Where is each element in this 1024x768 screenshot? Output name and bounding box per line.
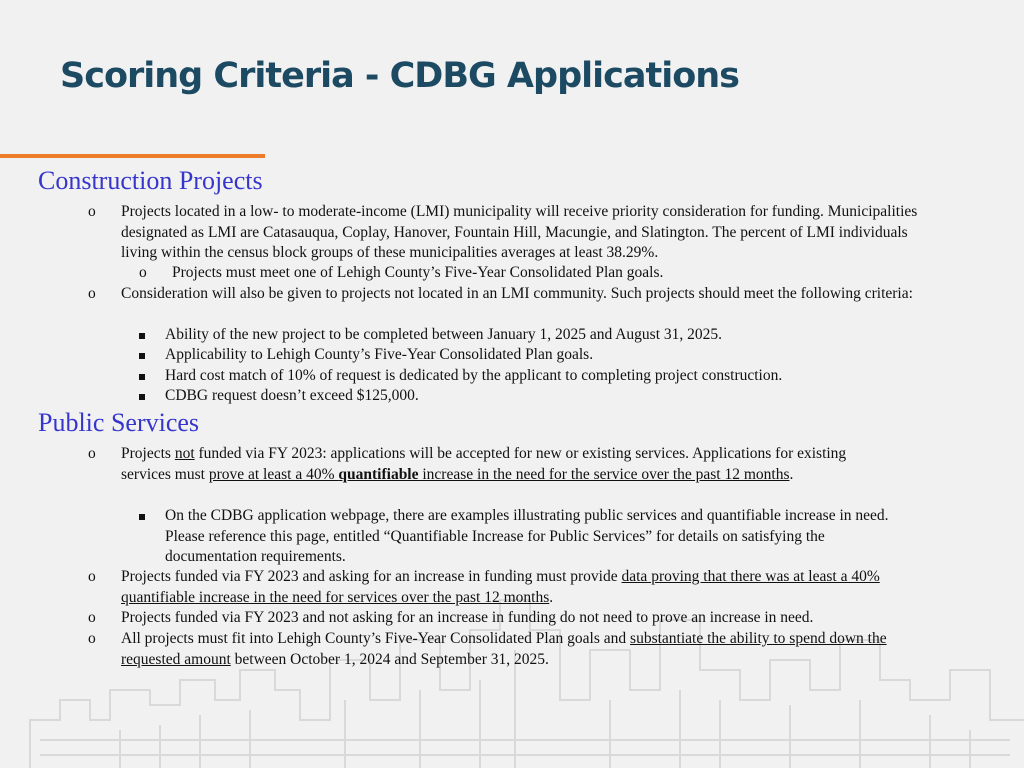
slide-title: Scoring Criteria - CDBG Applications	[60, 56, 740, 96]
square-bullet	[139, 325, 145, 346]
square-bullet	[139, 386, 145, 407]
criteria-item: Ability of the new project to be completed between January 1, 2025 and August 31, 2025.	[165, 326, 723, 343]
circle-bullet: o	[88, 285, 96, 302]
square-bullet	[139, 506, 145, 527]
circle-bullet: o	[139, 264, 147, 281]
circle-bullet: o	[88, 203, 96, 220]
square-bullet	[139, 366, 145, 387]
criteria-item: Hard cost match of 10% of request is dedicated by the applicant to completing project construction.	[165, 367, 783, 384]
circle-bullet: o	[88, 609, 96, 626]
public-services-item-no-increase: Projects funded via FY 2023 and not asking for an increase in funding do not need to prove an increase in need.	[121, 609, 814, 626]
construction-item-non-lmi: Consideration will also be given to projects not located in an LMI community. Such projects should meet the following criteria:	[121, 285, 913, 302]
circle-bullet: o	[88, 445, 96, 462]
circle-bullet: o	[88, 630, 96, 647]
public-services-item-not-funded: Projects not funded via FY 2023: applications will be accepted for new or existing services. Applications for existing services must prove at least a 40% quantifiable increase in the need for the service over the past 12 months.	[121, 445, 847, 483]
criteria-item: Applicability to Lehigh County’s Five-Year Consolidated Plan goals.	[165, 346, 594, 363]
public-services-heading: Public Services	[38, 408, 200, 437]
circle-bullet: o	[88, 568, 96, 585]
public-services-item-increase: Projects funded via FY 2023 and asking for an increase in funding must provide data proving that there was at least a 40% quantifiable increase in the need for services over the past 12 months.	[121, 568, 880, 606]
square-bullet	[139, 345, 145, 366]
construction-subitem-plan-goals: Projects must meet one of Lehigh County’s Five-Year Consolidated Plan goals.	[172, 264, 664, 281]
public-services-item-all-projects: All projects must fit into Lehigh County’s Five-Year Consolidated Plan goals and substantiate the ability to spend down the requested amount between October 1, 2024 and September 31, 2025.	[121, 630, 887, 668]
public-services-subitem-webpage: On the CDBG application webpage, there are examples illustrating public services and quantifiable increase in need. Please reference this page, entitled “Quantifiable Increase for Public Services” for details on satisfying the documentation requirements.	[165, 507, 889, 565]
criteria-item: CDBG request doesn’t exceed $125,000.	[165, 387, 419, 404]
construction-projects-heading: Construction Projects	[38, 166, 263, 195]
construction-item-lmi: Projects located in a low- to moderate-income (LMI) municipality will receive priority consideration for funding. Municipalities designated as LMI are Catasauqua, Coplay, Hanover, Fountain Hill, Macungie, and Slatington. The percent of LMI individuals living within the census block groups of these municipalities averages at least 38.29%.	[121, 203, 918, 261]
